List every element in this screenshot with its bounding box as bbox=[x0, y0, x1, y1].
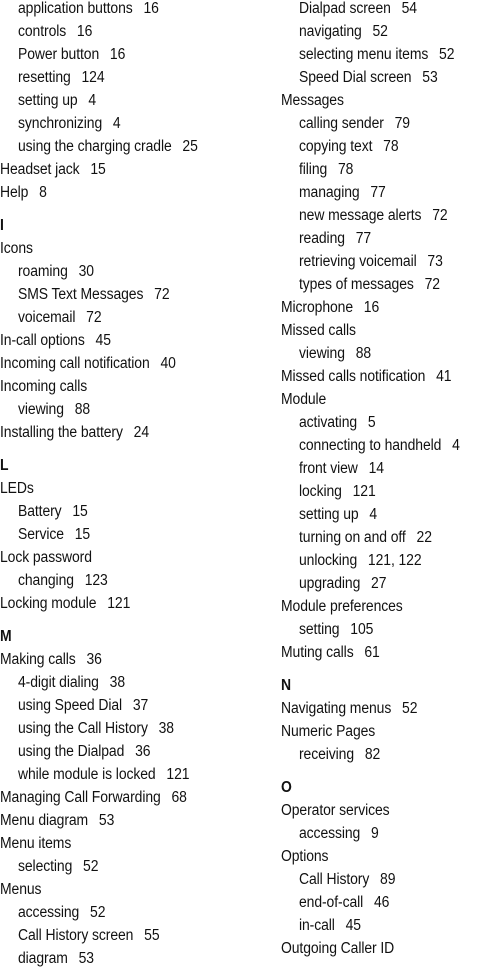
index-term: using the Dialpad bbox=[18, 743, 125, 760]
index-term: Headset jack bbox=[0, 161, 80, 178]
index-term: unlocking bbox=[299, 552, 358, 569]
index-subentry bbox=[0, 20, 248, 43]
index-subentry bbox=[0, 135, 248, 158]
page-reference: 15 bbox=[90, 161, 106, 178]
index-entry bbox=[281, 319, 474, 342]
index-entry bbox=[0, 329, 248, 352]
index-term: SMS Text Messages bbox=[18, 286, 144, 303]
page-reference: 45 bbox=[345, 917, 361, 934]
index-term: using Speed Dial bbox=[18, 697, 123, 714]
page-reference: 16 bbox=[76, 23, 93, 40]
page-reference: 53 bbox=[422, 69, 438, 86]
index-entry bbox=[0, 158, 248, 181]
page-reference: 52 bbox=[402, 700, 418, 717]
index-entry bbox=[281, 641, 474, 664]
index-subentry bbox=[281, 914, 474, 937]
page-reference: 105 bbox=[350, 621, 374, 638]
index-term: upgrading bbox=[299, 575, 361, 592]
section-spacer bbox=[0, 444, 248, 454]
index-letter-heading: M bbox=[0, 628, 12, 645]
index-term: new message alerts bbox=[299, 207, 422, 224]
page-reference: 16 bbox=[109, 46, 126, 63]
page-reference: 82 bbox=[364, 746, 381, 763]
index-letter-heading: I bbox=[0, 217, 4, 234]
page-reference: 121, 122 bbox=[367, 552, 422, 569]
index-term: navigating bbox=[299, 23, 362, 40]
page-reference: 88 bbox=[74, 401, 91, 418]
index-subentry bbox=[281, 158, 474, 181]
index-term: Installing the battery bbox=[0, 424, 123, 441]
index-subentry bbox=[0, 523, 248, 546]
page-reference: 37 bbox=[132, 697, 149, 714]
index-subentry bbox=[281, 227, 474, 250]
page-reference: 22 bbox=[416, 529, 432, 546]
page-reference: 40 bbox=[160, 355, 176, 372]
page-reference: 72 bbox=[424, 276, 440, 293]
page-reference: 27 bbox=[371, 575, 387, 592]
index-term: voicemail bbox=[18, 309, 76, 326]
index-entry bbox=[0, 352, 248, 375]
index-term: turning on and off bbox=[299, 529, 406, 546]
page-reference: 52 bbox=[90, 904, 106, 921]
index-term: Service bbox=[18, 526, 64, 543]
index-term: Help bbox=[0, 184, 29, 201]
index-entry bbox=[281, 595, 474, 618]
index-subentry bbox=[0, 283, 248, 306]
index-term: application buttons bbox=[18, 0, 133, 17]
section-spacer bbox=[281, 766, 474, 776]
index-term: setting up bbox=[299, 506, 359, 523]
index-term: Making calls bbox=[0, 651, 76, 668]
index-subentry bbox=[281, 273, 474, 296]
index-term: changing bbox=[18, 572, 74, 589]
index-term: Battery bbox=[18, 503, 62, 520]
page-reference: 9 bbox=[371, 825, 379, 842]
index-subentry bbox=[281, 618, 474, 641]
index-entry bbox=[281, 89, 474, 112]
index-subentry bbox=[0, 855, 248, 878]
page-reference: 78 bbox=[383, 138, 399, 155]
index-entry bbox=[281, 697, 474, 720]
page-reference: 61 bbox=[364, 644, 380, 661]
section-spacer bbox=[0, 204, 248, 214]
index-subentry bbox=[281, 112, 474, 135]
page-reference: 25 bbox=[182, 138, 198, 155]
page-reference: 55 bbox=[144, 927, 160, 944]
index-subentry bbox=[0, 89, 248, 112]
index-term: Numeric Pages bbox=[281, 723, 376, 740]
index-entry bbox=[0, 546, 248, 569]
page-reference: 52 bbox=[372, 23, 388, 40]
index-subentry bbox=[0, 763, 248, 786]
index-term: retrieving voicemail bbox=[299, 253, 417, 270]
index-term: setting up bbox=[18, 92, 78, 109]
index-entry bbox=[281, 296, 474, 319]
index-subentry bbox=[281, 43, 474, 66]
page-reference: 46 bbox=[373, 894, 390, 911]
index-term: Call History bbox=[299, 871, 370, 888]
index-term: Locking module bbox=[0, 595, 97, 612]
index-entry bbox=[0, 809, 248, 832]
page-reference: 54 bbox=[401, 0, 417, 17]
index-subentry bbox=[281, 549, 474, 572]
page-reference: 8 bbox=[39, 184, 47, 201]
index-subentry bbox=[0, 717, 248, 740]
index-subentry bbox=[281, 20, 474, 43]
index-subentry bbox=[281, 411, 474, 434]
page-reference: 4 bbox=[369, 506, 378, 523]
index-term: Messages bbox=[281, 92, 344, 109]
index-subentry bbox=[281, 342, 474, 365]
index-subentry bbox=[281, 526, 474, 549]
index-term: Incoming calls bbox=[0, 378, 88, 395]
section-spacer bbox=[0, 615, 248, 625]
index-subentry bbox=[281, 204, 474, 227]
index-term: LEDs bbox=[0, 480, 34, 497]
index-term: Dialpad screen bbox=[299, 0, 391, 17]
index-subentry bbox=[0, 901, 248, 924]
index-subentry bbox=[281, 135, 474, 158]
index-term: managing bbox=[299, 184, 360, 201]
index-term: end-of-call bbox=[299, 894, 364, 911]
index-subentry bbox=[0, 66, 248, 89]
page-reference: 121 bbox=[166, 766, 190, 783]
index-subentry bbox=[281, 250, 474, 273]
index-entry bbox=[0, 477, 248, 500]
index-column-right bbox=[281, 0, 495, 960]
page-reference: 36 bbox=[86, 651, 102, 668]
index-subentry bbox=[281, 0, 474, 20]
index-subentry bbox=[281, 66, 474, 89]
index-entry bbox=[281, 845, 474, 868]
index-subentry bbox=[281, 572, 474, 595]
page-reference: 77 bbox=[355, 230, 372, 247]
index-term: 4-digit dialing bbox=[18, 674, 99, 691]
index-subentry bbox=[0, 398, 248, 421]
index-term: receiving bbox=[299, 746, 355, 763]
page-reference: 15 bbox=[74, 526, 91, 543]
page-reference: 45 bbox=[95, 332, 111, 349]
index-subentry bbox=[0, 500, 248, 523]
index-term: resetting bbox=[18, 69, 71, 86]
page-reference: 124 bbox=[81, 69, 105, 86]
index-entry bbox=[0, 375, 248, 398]
index-subentry bbox=[281, 743, 474, 766]
index-subentry bbox=[281, 868, 474, 891]
index-entry bbox=[281, 799, 474, 822]
index-term: Missed calls bbox=[281, 322, 356, 339]
index-entry bbox=[281, 388, 474, 411]
page-reference: 53 bbox=[78, 950, 94, 967]
index-term: Menus bbox=[0, 881, 42, 898]
index-term: Call History screen bbox=[18, 927, 134, 944]
index-term: front view bbox=[299, 460, 358, 477]
index-subentry bbox=[0, 0, 248, 20]
index-term: Managing Call Forwarding bbox=[0, 789, 161, 806]
index-term: connecting to handheld bbox=[299, 437, 442, 454]
index-term: Menu diagram bbox=[0, 812, 89, 829]
index-term: Microphone bbox=[281, 299, 353, 316]
index-subentry bbox=[281, 434, 474, 457]
page-reference: 89 bbox=[380, 871, 396, 888]
index-term: setting bbox=[299, 621, 340, 638]
index-letter-heading: L bbox=[0, 457, 9, 474]
index-term: Options bbox=[281, 848, 329, 865]
page-reference: 30 bbox=[78, 263, 94, 280]
index-term: activating bbox=[299, 414, 358, 431]
index-subentry bbox=[0, 43, 248, 66]
index-term: selecting bbox=[18, 858, 73, 875]
page-reference: 4 bbox=[112, 115, 121, 132]
index-term: Module preferences bbox=[281, 598, 403, 615]
page-reference: 72 bbox=[154, 286, 170, 303]
index-subentry bbox=[281, 181, 474, 204]
index-term: viewing bbox=[18, 401, 64, 418]
page-reference: 121 bbox=[107, 595, 131, 612]
index-term: viewing bbox=[299, 345, 345, 362]
index-term: Missed calls notification bbox=[281, 368, 426, 385]
page-reference: 38 bbox=[109, 674, 126, 691]
index-term: Menu items bbox=[0, 835, 72, 852]
index-term: while module is locked bbox=[18, 766, 156, 783]
index-term: calling sender bbox=[299, 115, 384, 132]
index-entry bbox=[281, 937, 474, 960]
page-reference: 15 bbox=[72, 503, 88, 520]
index-subentry bbox=[0, 306, 248, 329]
page-reference: 24 bbox=[133, 424, 150, 441]
index-term: Module bbox=[281, 391, 327, 408]
index-subentry bbox=[0, 569, 248, 592]
page-reference: 4 bbox=[88, 92, 97, 109]
section-spacer bbox=[281, 664, 474, 674]
index-subentry bbox=[0, 671, 248, 694]
page-reference: 41 bbox=[436, 368, 452, 385]
page-reference: 72 bbox=[86, 309, 102, 326]
index-term: Muting calls bbox=[281, 644, 354, 661]
index-entry bbox=[0, 648, 248, 671]
index-subentry bbox=[281, 480, 474, 503]
index-subentry bbox=[0, 260, 248, 283]
index-term: In-call options bbox=[0, 332, 85, 349]
index-term: controls bbox=[18, 23, 67, 40]
index-entry bbox=[0, 592, 248, 615]
page-reference: 77 bbox=[370, 184, 386, 201]
index-subentry bbox=[0, 740, 248, 763]
index-subentry bbox=[0, 924, 248, 947]
index-subentry bbox=[0, 112, 248, 135]
index-entry bbox=[0, 421, 248, 444]
index-letter-heading: N bbox=[281, 677, 291, 694]
index-entry bbox=[0, 181, 248, 204]
index-term: reading bbox=[299, 230, 345, 247]
index-subentry bbox=[0, 947, 248, 970]
page-reference: 79 bbox=[394, 115, 410, 132]
index-subentry bbox=[281, 503, 474, 526]
page-reference: 36 bbox=[135, 743, 151, 760]
page-reference: 5 bbox=[367, 414, 376, 431]
index-term: copying text bbox=[299, 138, 373, 155]
index-term: Outgoing Caller ID bbox=[281, 940, 395, 957]
index-subentry bbox=[281, 822, 474, 845]
page-reference: 123 bbox=[84, 572, 108, 589]
page-reference: 73 bbox=[427, 253, 443, 270]
index-term: using the charging cradle bbox=[18, 138, 172, 155]
page-reference: 16 bbox=[363, 299, 380, 316]
page-reference: 121 bbox=[352, 483, 376, 500]
page-reference: 4 bbox=[452, 437, 460, 454]
page-reference: 16 bbox=[143, 0, 159, 17]
index-term: types of messages bbox=[299, 276, 414, 293]
index-subentry bbox=[0, 694, 248, 717]
page-reference: 52 bbox=[439, 46, 455, 63]
index-subentry bbox=[281, 891, 474, 914]
index-subentry bbox=[281, 457, 474, 480]
index-entry bbox=[281, 365, 474, 388]
index-term: using the Call History bbox=[18, 720, 148, 737]
index-entry bbox=[0, 832, 248, 855]
index-term: synchronizing bbox=[18, 115, 103, 132]
index-term: Speed Dial screen bbox=[299, 69, 412, 86]
page-reference: 78 bbox=[337, 161, 354, 178]
index-term: in-call bbox=[299, 917, 335, 934]
index-term: accessing bbox=[299, 825, 361, 842]
index-term: filing bbox=[299, 161, 328, 178]
index-entry bbox=[0, 237, 248, 260]
page-reference: 14 bbox=[368, 460, 384, 477]
index-term: Icons bbox=[0, 240, 33, 257]
index-term: selecting menu items bbox=[299, 46, 429, 63]
index-letter-heading: O bbox=[281, 779, 292, 796]
index-entry bbox=[0, 878, 248, 901]
index-term: Power button bbox=[18, 46, 100, 63]
page-reference: 38 bbox=[158, 720, 174, 737]
page-reference: 72 bbox=[432, 207, 448, 224]
index-entry bbox=[0, 786, 248, 809]
index-term: diagram bbox=[18, 950, 68, 967]
page-reference: 68 bbox=[171, 789, 187, 806]
index-term: roaming bbox=[18, 263, 68, 280]
index-term: Navigating menus bbox=[281, 700, 392, 717]
index-term: Lock password bbox=[0, 549, 92, 566]
index-term: locking bbox=[299, 483, 342, 500]
index-term: accessing bbox=[18, 904, 80, 921]
index-term: Operator services bbox=[281, 802, 390, 819]
page-reference: 52 bbox=[83, 858, 99, 875]
page-reference: 88 bbox=[355, 345, 372, 362]
page-reference: 53 bbox=[98, 812, 115, 829]
index-entry bbox=[281, 720, 474, 743]
index-term: Incoming call notification bbox=[0, 355, 150, 372]
